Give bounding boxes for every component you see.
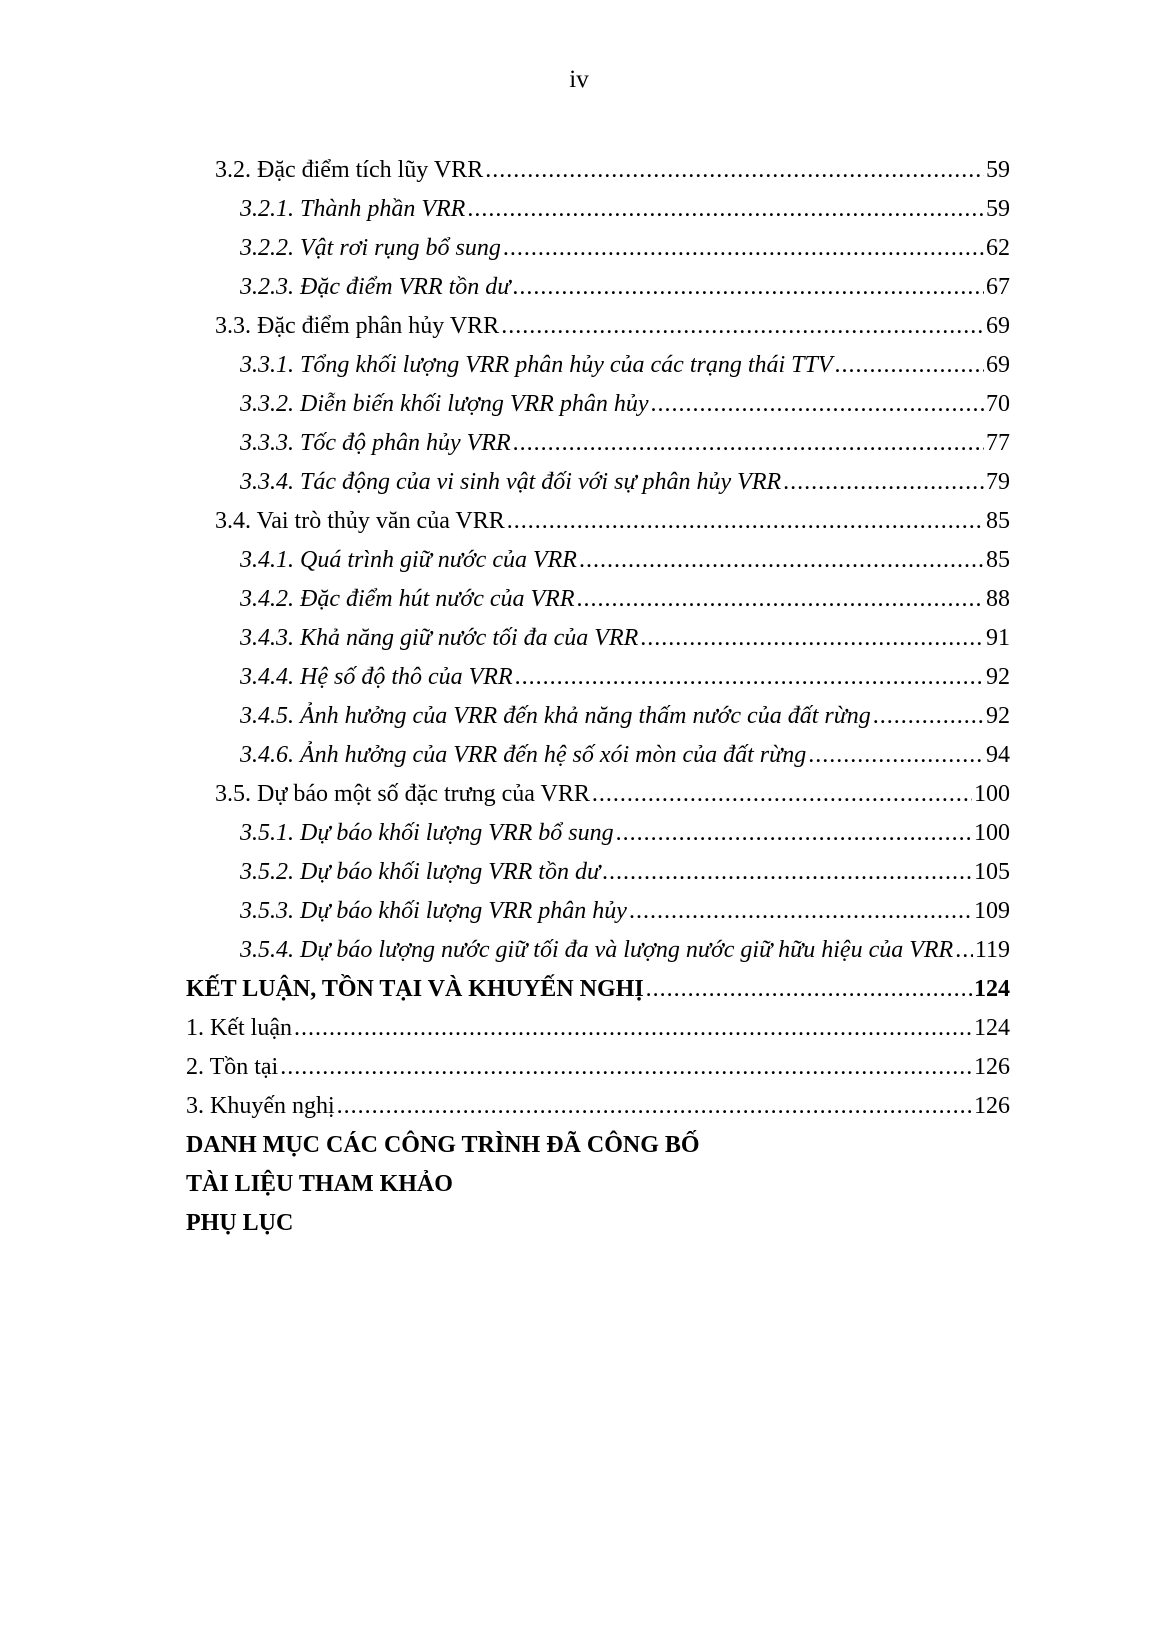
toc-leader-dots xyxy=(280,1054,972,1081)
toc-entry-title: 3.5.2. Dự báo khối lượng VRR tồn dư xyxy=(240,859,601,885)
toc-entry-title: 3.4.1. Quá trình giữ nước của VRR xyxy=(240,547,577,573)
toc-leader-dots xyxy=(501,313,984,340)
toc-entry-title: 3.3.2. Diễn biến khối lượng VRR phân hủy xyxy=(240,391,649,417)
toc-entry-page: 67 xyxy=(986,274,1010,300)
toc-heading[interactable] xyxy=(186,1132,1010,1171)
toc-entry-title: KẾT LUẬN, TỒN TẠI VÀ KHUYẾN NGHỊ xyxy=(186,976,644,1002)
toc-entry-title: 3.3.1. Tổng khối lượng VRR phân hủy của các trạng thái TTV xyxy=(240,352,833,378)
toc-entry[interactable] xyxy=(240,625,1010,664)
toc-entry[interactable] xyxy=(215,508,1010,547)
toc-entry-page: 119 xyxy=(974,937,1010,963)
toc-leader-dots xyxy=(507,508,984,535)
toc-entry-page: 85 xyxy=(986,508,1010,534)
toc-entry-title: 3.5. Dự báo một số đặc trưng của VRR xyxy=(215,781,590,807)
toc-leader-dots xyxy=(640,625,984,652)
toc-leader-dots xyxy=(592,781,972,808)
page-number: iv xyxy=(569,66,589,93)
toc-leader-dots xyxy=(515,664,984,691)
toc-entry-page: 79 xyxy=(986,469,1010,495)
toc-entry[interactable] xyxy=(240,547,1010,586)
toc-entry-title: PHỤ LỤC xyxy=(186,1210,294,1236)
toc-leader-dots xyxy=(646,976,972,1003)
toc-entry-title: 3.2.1. Thành phần VRR xyxy=(240,196,466,222)
toc-heading[interactable] xyxy=(186,1210,1010,1249)
toc-entry-page: 94 xyxy=(986,742,1010,768)
toc-entry-page: 59 xyxy=(986,157,1010,183)
toc-entry[interactable] xyxy=(240,391,1010,430)
toc-entry-title: DANH MỤC CÁC CÔNG TRÌNH ĐÃ CÔNG BỐ xyxy=(186,1132,700,1158)
toc-leader-dots xyxy=(512,274,984,301)
toc-leader-dots xyxy=(602,859,972,886)
toc-entry-title: 3.4.6. Ảnh hưởng của VRR đến hệ số xói mòn của đất rừng xyxy=(240,742,807,768)
toc-entry[interactable] xyxy=(186,1093,1010,1132)
toc-leader-dots xyxy=(513,430,984,457)
toc-leader-dots xyxy=(955,937,973,964)
toc-leader-dots xyxy=(873,703,984,730)
toc-entry-title: TÀI LIỆU THAM KHẢO xyxy=(186,1171,453,1197)
toc-entry[interactable] xyxy=(240,820,1010,859)
toc-entry-title: 3.5.1. Dự báo khối lượng VRR bổ sung xyxy=(240,820,614,846)
toc-entry[interactable] xyxy=(215,781,1010,820)
toc-entry-title: 3.2.2. Vật rơi rụng bổ sung xyxy=(240,235,501,261)
toc-entry-page: 100 xyxy=(974,820,1010,846)
toc-entry[interactable] xyxy=(240,196,1010,235)
toc-entry-page: 69 xyxy=(986,352,1010,378)
toc-entry-page: 91 xyxy=(986,625,1010,651)
toc-entry[interactable] xyxy=(240,274,1010,313)
toc-entry-page: 85 xyxy=(986,547,1010,573)
toc-entry-title: 1. Kết luận xyxy=(186,1015,292,1041)
toc-heading[interactable] xyxy=(186,1171,1010,1210)
toc-entry-title: 3. Khuyến nghị xyxy=(186,1093,335,1119)
toc-leader-dots xyxy=(651,391,985,418)
toc-leader-dots xyxy=(783,469,984,496)
toc-entry[interactable] xyxy=(240,235,1010,274)
toc-entry-page: 70 xyxy=(986,391,1010,417)
toc-entry-page: 88 xyxy=(986,586,1010,612)
toc-entry-page: 92 xyxy=(986,703,1010,729)
toc-leader-dots xyxy=(503,235,984,262)
toc-entry-title: 3.4.5. Ảnh hưởng của VRR đến khả năng thấm nước của đất rừng xyxy=(240,703,871,729)
toc-entry-title: 3.4. Vai trò thủy văn của VRR xyxy=(215,508,505,534)
toc-entry[interactable] xyxy=(186,1015,1010,1054)
toc-entry-title: 3.4.2. Đặc điểm hút nước của VRR xyxy=(240,586,575,612)
toc-entry-page: 124 xyxy=(974,976,1010,1002)
toc-entry-title: 3.5.4. Dự báo lượng nước giữ tối đa và lượng nước giữ hữu hiệu của VRR xyxy=(240,937,954,963)
toc-entry-page: 126 xyxy=(974,1093,1010,1119)
toc-entry-title: 2. Tồn tại xyxy=(186,1054,279,1080)
toc-entry-title: 3.3.3. Tốc độ phân hủy VRR xyxy=(240,430,511,456)
toc-leader-dots xyxy=(616,820,972,847)
toc-leader-dots xyxy=(579,547,984,574)
toc-entry-title: 3.3. Đặc điểm phân hủy VRR xyxy=(215,313,500,339)
toc-entry[interactable] xyxy=(240,664,1010,703)
toc-entry-page: 124 xyxy=(974,1015,1010,1041)
toc-entry[interactable] xyxy=(186,976,1010,1015)
toc-entry-title: 3.4.4. Hệ số độ thô của VRR xyxy=(240,664,513,690)
toc-entry[interactable] xyxy=(186,1054,1010,1093)
toc-entry[interactable] xyxy=(240,859,1010,898)
toc-entry[interactable] xyxy=(240,898,1010,937)
toc-entry[interactable] xyxy=(240,469,1010,508)
toc-entry[interactable] xyxy=(240,352,1010,391)
toc-entry-title: 3.2. Đặc điểm tích lũy VRR xyxy=(215,157,484,183)
toc-entry-page: 92 xyxy=(986,664,1010,690)
toc-entry-page: 100 xyxy=(974,781,1010,807)
toc-leader-dots xyxy=(808,742,984,769)
toc-leader-dots xyxy=(629,898,972,925)
toc-leader-dots xyxy=(577,586,985,613)
toc-entry[interactable] xyxy=(240,703,1010,742)
toc-entry[interactable] xyxy=(240,742,1010,781)
toc-leader-dots xyxy=(337,1093,972,1120)
toc-entry-page: 69 xyxy=(986,313,1010,339)
toc-leader-dots xyxy=(835,352,984,379)
toc-leader-dots xyxy=(467,196,984,223)
toc-entry-title: 3.5.3. Dự báo khối lượng VRR phân hủy xyxy=(240,898,627,924)
toc-entry-page: 105 xyxy=(974,859,1010,885)
toc-leader-dots xyxy=(485,157,984,184)
toc-entry-page: 59 xyxy=(986,196,1010,222)
toc-entry-title: 3.3.4. Tác động của vi sinh vật đối với sự phân hủy VRR xyxy=(240,469,782,495)
toc-entry[interactable] xyxy=(215,157,1010,196)
toc-entry-page: 126 xyxy=(974,1054,1010,1080)
toc-entry[interactable] xyxy=(240,586,1010,625)
toc-entry-page: 109 xyxy=(974,898,1010,924)
toc-entry-title: 3.4.3. Khả năng giữ nước tối đa của VRR xyxy=(240,625,639,651)
toc-entry-page: 77 xyxy=(986,430,1010,456)
toc-entry[interactable] xyxy=(215,313,1010,352)
toc-entry-title: 3.2.3. Đặc điểm VRR tồn dư xyxy=(240,274,511,300)
toc-entry-page: 62 xyxy=(986,235,1010,261)
toc-entry[interactable] xyxy=(240,430,1010,469)
toc-leader-dots xyxy=(294,1015,972,1042)
toc-entry[interactable] xyxy=(240,937,1010,976)
